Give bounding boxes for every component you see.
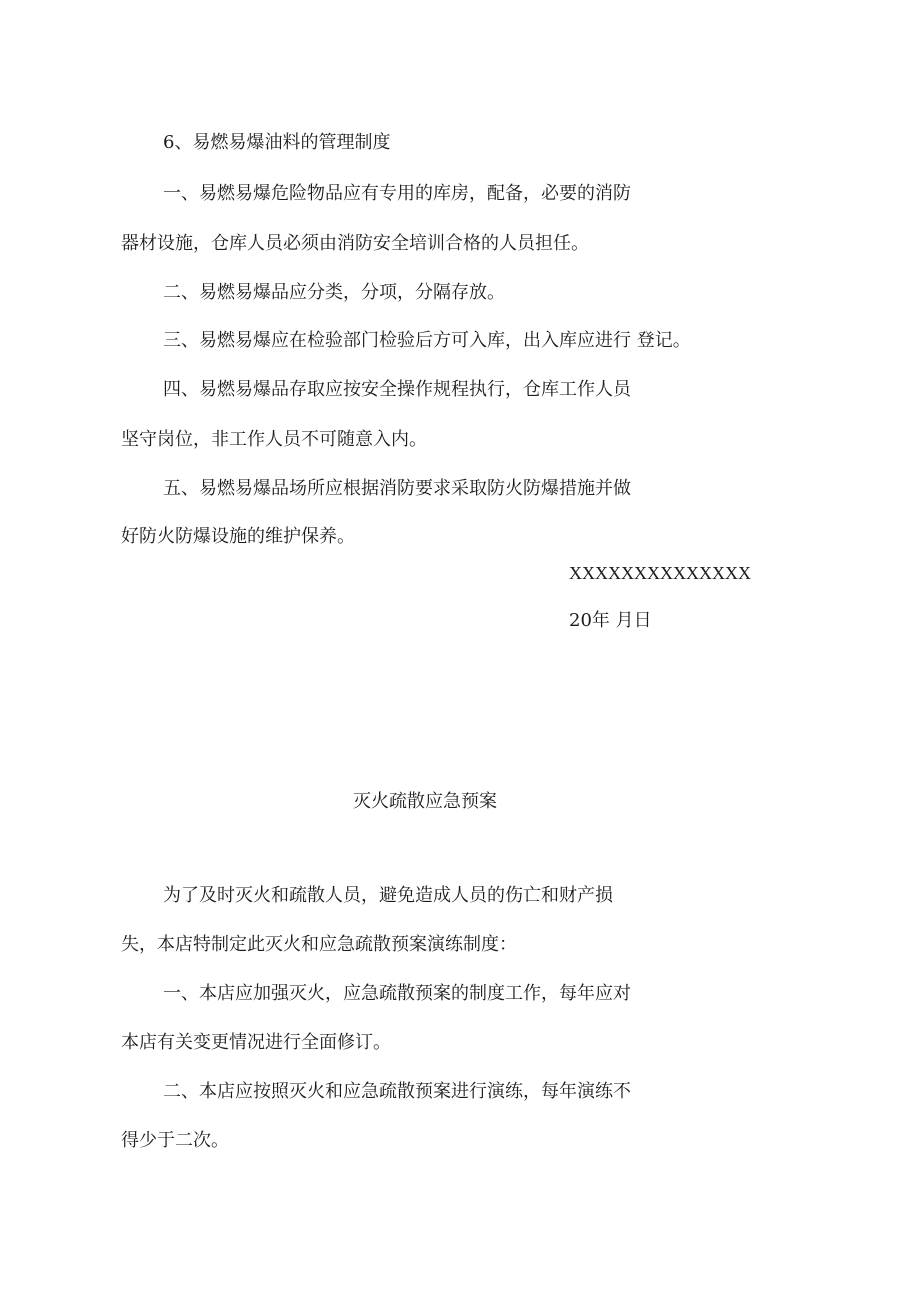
paragraph-line: 一、本店应加强灭火，应急疏散预案的制度工作，每年应对 xyxy=(163,983,631,1004)
paragraph-line: 器材设施，仓库人员必须由消防安全培训合格的人员担任。 xyxy=(121,233,589,254)
paragraph-line: 失，本店特制定此灭火和应急疏散预案演练制度： xyxy=(121,934,517,955)
paragraph-line: 为了及时灭火和疏散人员，避免造成人员的伤亡和财产损 xyxy=(163,885,613,906)
signature: XXXXXXXXXXXXXX xyxy=(569,563,751,583)
paragraph-line: 三、易燃易爆应在检验部门检验后方可入库，出入库应进行 登记。 xyxy=(163,330,691,351)
paragraph-line: 一、易燃易爆危险物品应有专用的库房，配备，必要的消防 xyxy=(163,183,631,204)
paragraph-line: 好防火防爆设施的维护保养。 xyxy=(121,526,355,547)
paragraph-line: 二、本店应按照灭火和应急疏散预案进行演练，每年演练不 xyxy=(163,1081,631,1102)
paragraph-line: 本店有关变更情况进行全面修订。 xyxy=(121,1032,391,1053)
paragraph-line: 得少于二次。 xyxy=(121,1130,229,1151)
paragraph-line: 坚守岗位，非工作人员不可随意入内。 xyxy=(121,429,427,450)
paragraph-line: 五、易燃易爆品场所应根据消防要求采取防火防爆措施并做 xyxy=(163,478,631,499)
paragraph-line: 二、易燃易爆品应分类，分项，分隔存放。 xyxy=(163,282,505,303)
page-title: 灭火疏散应急预案 xyxy=(353,791,497,812)
section-heading: 6、易燃易爆油料的管理制度 xyxy=(163,132,391,153)
date: 20年 月日 xyxy=(569,610,652,631)
paragraph-line: 四、易燃易爆品存取应按安全操作规程执行，仓库工作人员 xyxy=(163,379,631,400)
